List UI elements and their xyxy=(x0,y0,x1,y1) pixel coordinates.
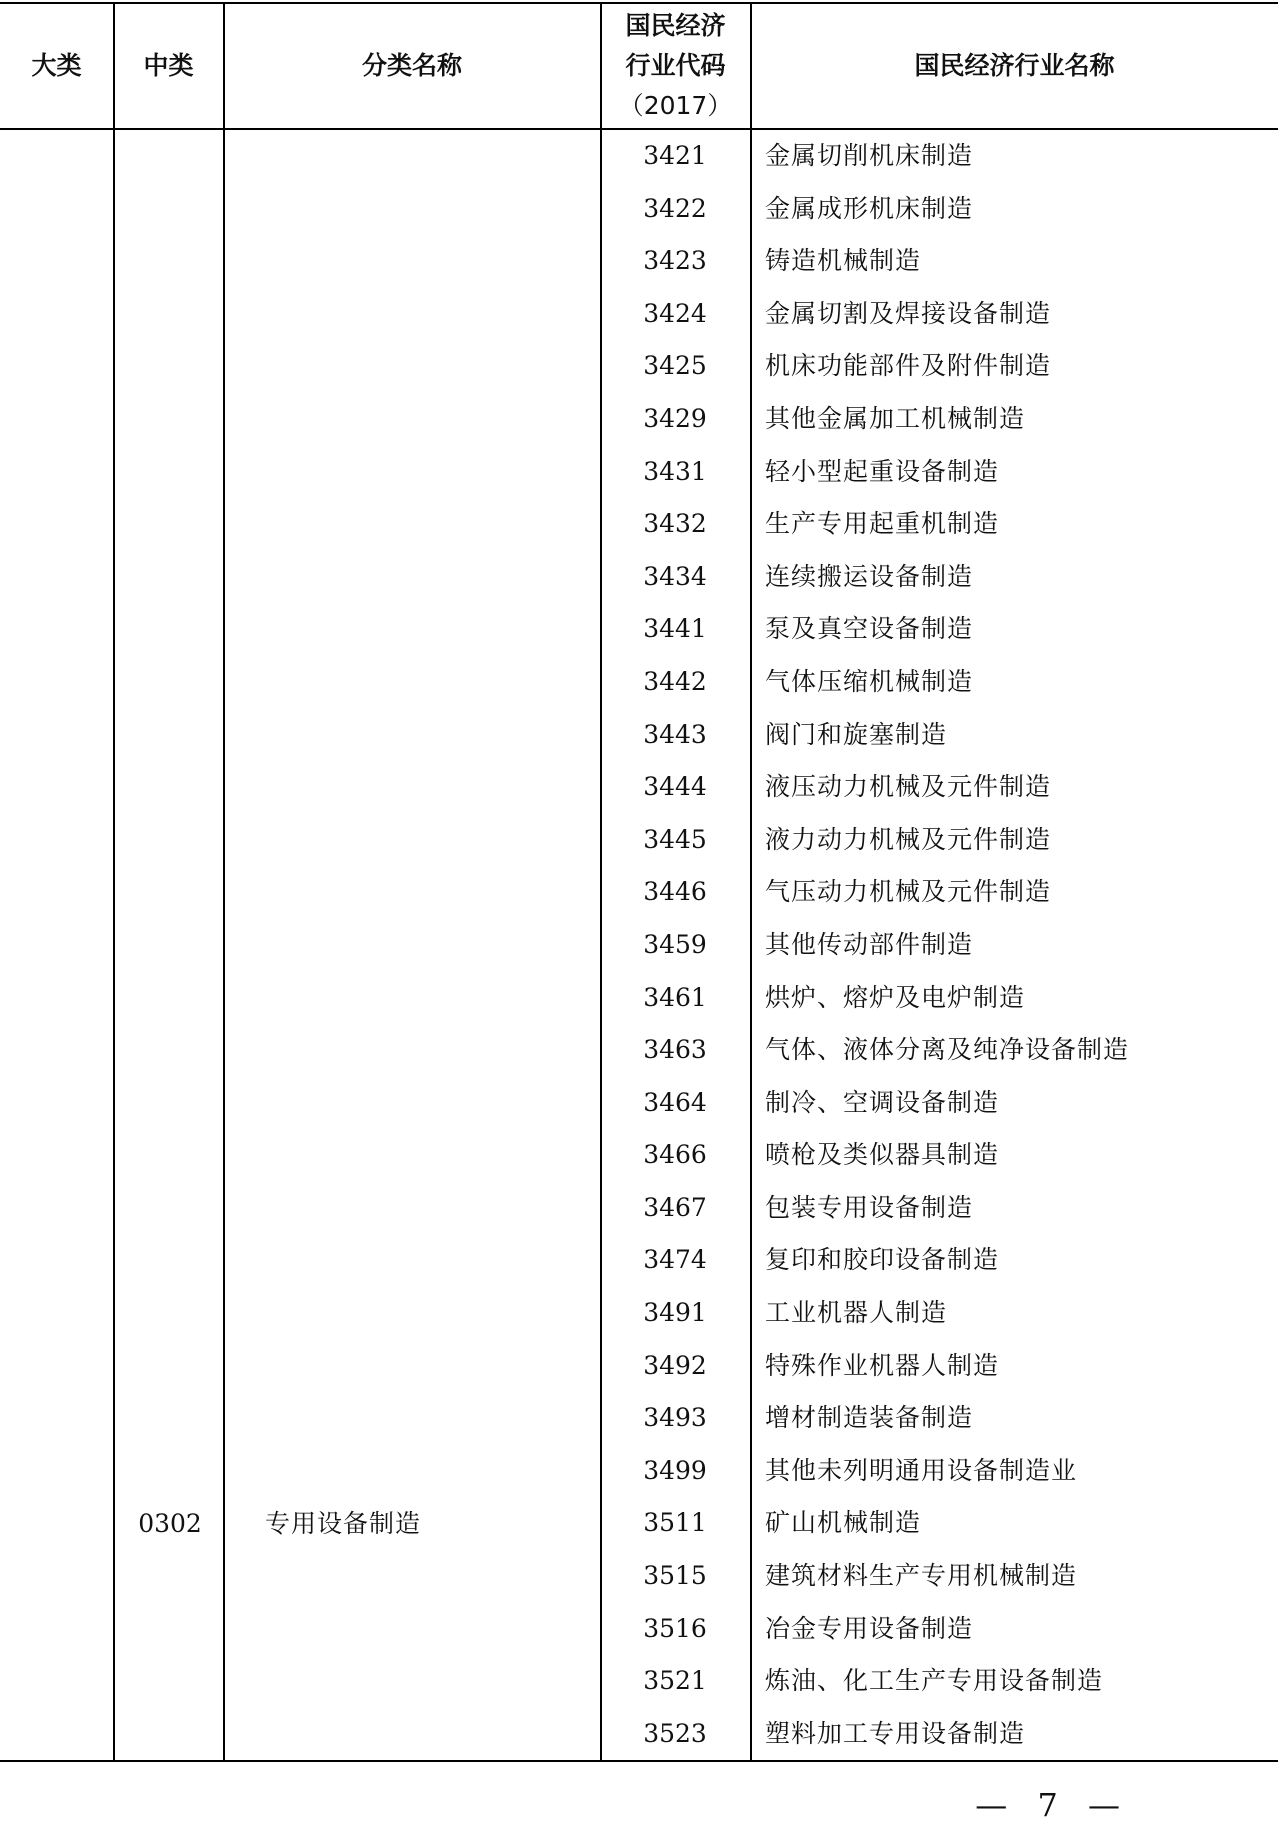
table-row-name: 连续搬运设备制造 xyxy=(765,561,974,591)
table-row-code: 3422 xyxy=(643,193,707,223)
table-row-name: 机床功能部件及附件制造 xyxy=(765,351,1052,381)
header-mid-class xyxy=(114,4,223,128)
table-row-name: 增材制造装备制造 xyxy=(765,1403,974,1433)
header-mid-class-label: 中类 xyxy=(143,51,194,80)
mid-class-code: 0302 xyxy=(138,1509,202,1538)
table-row-name: 金属切割及焊接设备制造 xyxy=(765,298,1052,328)
header-code-line3: （2017） xyxy=(618,91,733,120)
table-row-name: 其他传动部件制造 xyxy=(765,929,974,959)
table-row-code: 3443 xyxy=(643,719,707,749)
table-row-name: 矿山机械制造 xyxy=(765,1508,922,1538)
table-row-code: 3444 xyxy=(643,772,707,802)
table-row-name: 气压动力机械及元件制造 xyxy=(765,877,1052,907)
table-row-name: 工业机器人制造 xyxy=(765,1298,948,1328)
table-row-name: 其他金属加工机械制造 xyxy=(765,403,1026,433)
header-category-name xyxy=(224,4,600,128)
table-row-name: 金属成形机床制造 xyxy=(765,193,974,223)
header-major-class-label: 大类 xyxy=(31,51,82,80)
table-row-code: 3446 xyxy=(643,877,707,907)
table-row-code: 3459 xyxy=(643,929,707,959)
header-major-class xyxy=(0,4,113,128)
header-industry-code xyxy=(601,4,750,128)
table-row-name: 包装专用设备制造 xyxy=(765,1192,974,1222)
header-code-line1: 国民经济 xyxy=(625,11,726,40)
table-row-code: 3492 xyxy=(643,1350,707,1380)
mid-class-name: 专用设备制造 xyxy=(265,1509,422,1538)
table-row-code: 3445 xyxy=(643,824,707,854)
table-row-name: 炼油、化工生产专用设备制造 xyxy=(765,1666,1104,1696)
table-row-code: 3515 xyxy=(643,1561,707,1591)
table-row-name: 铸造机械制造 xyxy=(765,246,922,276)
table-row-code: 3429 xyxy=(643,403,707,433)
table-row-code: 3461 xyxy=(643,982,707,1012)
table-row-name: 气体、液体分离及纯净设备制造 xyxy=(765,1035,1130,1065)
page-number: — 7 — xyxy=(975,1786,1130,1824)
table-row-code: 3523 xyxy=(643,1718,707,1748)
table-row-name: 金属切削机床制造 xyxy=(765,141,974,170)
table-row-code: 3421 xyxy=(643,141,707,170)
table-row-code: 3474 xyxy=(643,1245,707,1275)
table-row-code: 3442 xyxy=(643,666,707,696)
table-row-name: 其他未列明通用设备制造业 xyxy=(765,1455,1078,1485)
table-row-code: 3431 xyxy=(643,456,707,486)
table-row-code: 3424 xyxy=(643,298,707,328)
table-row-name: 复印和胶印设备制造 xyxy=(765,1245,1000,1275)
table-row-name: 生产专用起重机制造 xyxy=(765,509,1000,539)
column-divider-4 xyxy=(750,2,752,1762)
header-code-line2: 行业代码 xyxy=(625,51,726,80)
table-row-code: 3434 xyxy=(643,561,707,591)
table-row-code: 3491 xyxy=(643,1298,707,1328)
table-row-code: 3425 xyxy=(643,351,707,381)
table-row-code: 3464 xyxy=(643,1087,707,1117)
table-row-name: 特殊作业机器人制造 xyxy=(765,1350,1000,1380)
table-row-name: 泵及真空设备制造 xyxy=(765,614,974,644)
table-row-name: 喷枪及类似器具制造 xyxy=(765,1140,1000,1170)
table-row-code: 3511 xyxy=(643,1508,707,1538)
table-row-code: 3432 xyxy=(643,509,707,539)
table-row-name: 液力动力机械及元件制造 xyxy=(765,824,1052,854)
table-row-code: 3516 xyxy=(643,1613,707,1643)
table-row-code: 3423 xyxy=(643,246,707,276)
table-row-code: 3467 xyxy=(643,1192,707,1222)
table-row-code: 3493 xyxy=(643,1403,707,1433)
table-row-name: 气体压缩机械制造 xyxy=(765,666,974,696)
table-row-name: 建筑材料生产专用机械制造 xyxy=(765,1561,1078,1591)
table-row-code: 3521 xyxy=(643,1666,707,1696)
table-row-code: 3466 xyxy=(643,1140,707,1170)
industry-code-column xyxy=(600,130,750,1760)
table-row-name: 塑料加工专用设备制造 xyxy=(765,1718,1026,1748)
table-row-name: 阀门和旋塞制造 xyxy=(765,719,948,749)
table-row-code: 3463 xyxy=(643,1035,707,1065)
header-category-name-label: 分类名称 xyxy=(361,51,462,80)
header-industry-name xyxy=(751,4,1278,128)
table-row-name: 轻小型起重设备制造 xyxy=(765,456,1000,486)
table-row-code: 3441 xyxy=(643,614,707,644)
table-row-name: 冶金专用设备制造 xyxy=(765,1613,974,1643)
table-row-name: 液压动力机械及元件制造 xyxy=(765,772,1052,802)
industry-name-column xyxy=(765,130,1265,1760)
header-industry-name-label: 国民经济行业名称 xyxy=(914,51,1115,80)
table-row-code: 3499 xyxy=(643,1455,707,1485)
table-row-name: 烘炉、熔炉及电炉制造 xyxy=(765,982,1026,1012)
table-row-name: 制冷、空调设备制造 xyxy=(765,1087,1000,1117)
